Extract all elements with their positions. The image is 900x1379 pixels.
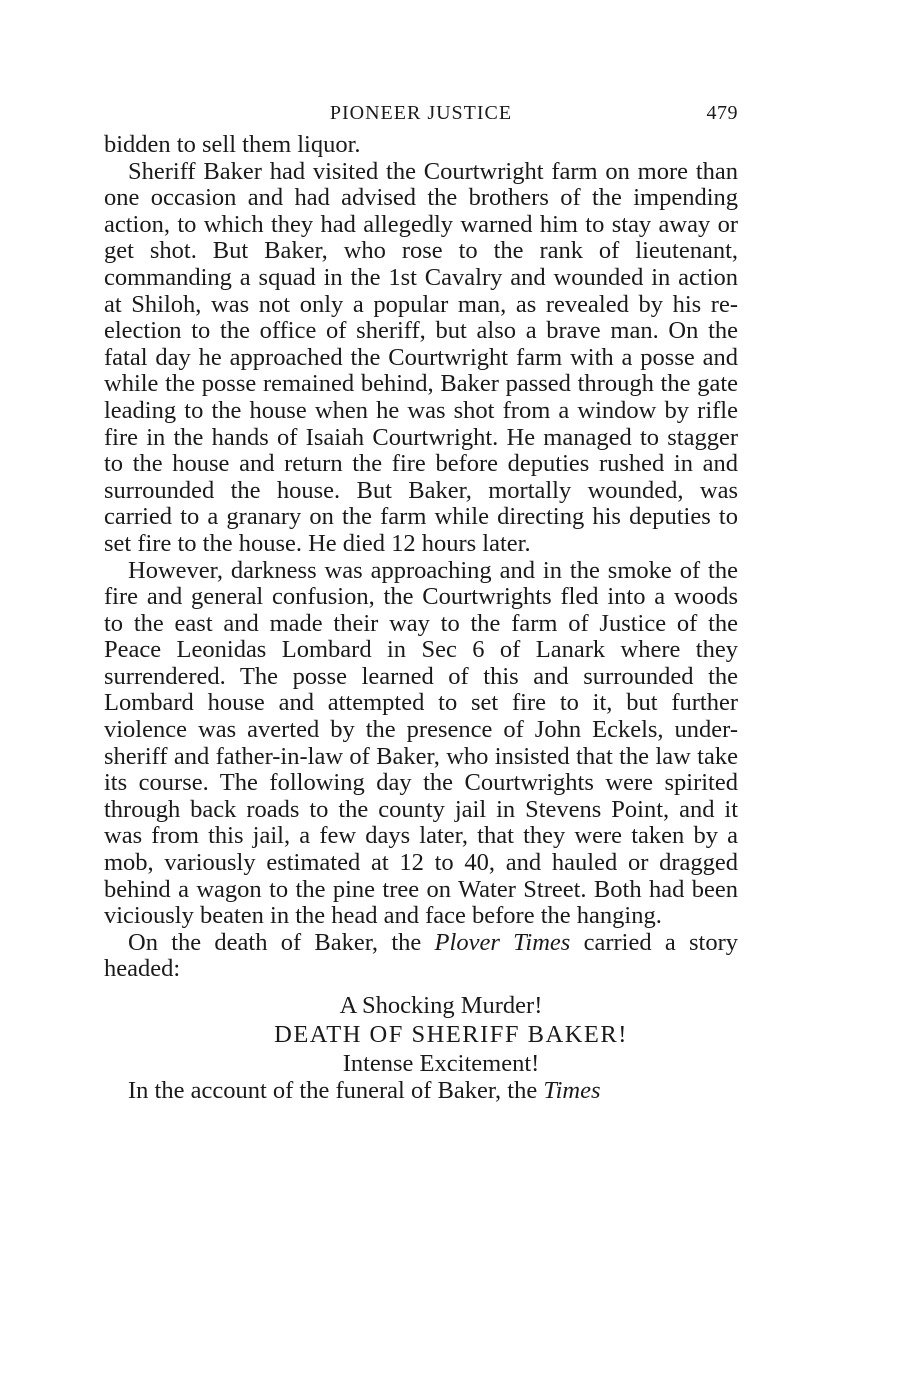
running-title: PIONEER JUSTICE [329, 102, 513, 124]
book-page [104, 98, 738, 1105]
paragraph-funeral-account [104, 1078, 738, 1105]
newspaper-title: Times [543, 1077, 601, 1104]
paragraph-plover-times [104, 930, 738, 983]
running-head [104, 98, 738, 132]
page-number: 479 [706, 102, 738, 124]
body-text [104, 132, 738, 1105]
paragraph-continuation: bidden to sell them liquor. [104, 131, 361, 158]
headline-death-of-sheriff: DEATH OF SHERIFF BAKER! [274, 1021, 628, 1048]
paragraph-courtwrights-flight: However, darkness was approaching and in the smoke of the fire and general confusion, the Courtwrights fled into a woods to the east and made their way to the farm of Justice of the Peace Leonidas Lombard in Sec 6 of Lanark where they surrendered. The posse learned of this and surrounded the Lombard house and attempted to set fire to it, but further violence was averted by the presence of John Eckels, under-sheriff and father-in-law of Baker, who insisted that the law take its course. The following day the Courtwrights were spirited through back roads to the county jail in Stevens Point, and it was from this jail, a few days later, that they were taken by a mob, variously estimated at 12 to 40, and hauled or dragged behind a wagon to the pine tree on Water Street. Both had been viciously beaten in the head and face before the hanging. [104, 556, 738, 930]
paragraph-text: In the account of the funeral of Baker, the [128, 1077, 544, 1104]
newspaper-title: Plover Times [434, 928, 571, 956]
paragraph-sheriff-baker: Sheriff Baker had visited the Courtwright farm on more than one occasion and had advised the brothers of the impending action, to which they had allegedly warned him to stay away or get shot. But Baker, who rose to the rank of lieutenant, commanding a squad in the 1st Cavalry and wounded in action at Shiloh, was not only a popular man, as revealed by his re-election to the office of sheriff, but also a brave man. On the fatal day he approached the Courtwright farm with a posse and while the posse remained behind, Baker passed through the gate leading to the house when he was shot from a window by rifle fire in the hands of Isaiah Courtwright. He managed to stagger to the house and return the fire before deputies rushed in and surrounded the house. But Baker, mortally wounded, was carried to a granary on the farm while directing his deputies to set fire to the house. He died 12 hours later. [104, 157, 738, 557]
paragraph-text: On the death of Baker, the [128, 928, 435, 956]
paragraph-text: carried a story headed: [104, 928, 738, 983]
headline-shocking-murder: A Shocking Murder! [339, 992, 543, 1019]
headline-intense-excitement: Intense Excitement! [342, 1050, 540, 1077]
